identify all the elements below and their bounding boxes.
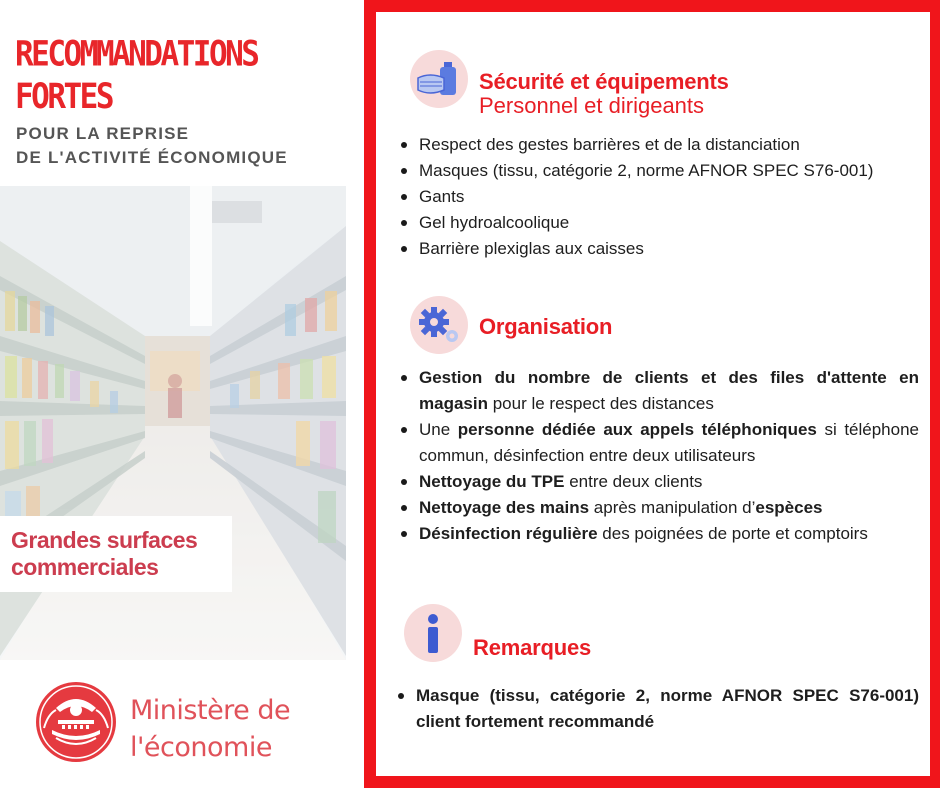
ministry-block [34,680,354,770]
list-item: Barrière plexiglas aux caisses [398,236,918,262]
list-item: Gants [398,184,918,210]
list-organisation [398,365,919,547]
recommendations-panel [364,0,940,788]
title-line-1: RECOMMANDATIONS [15,34,258,75]
list-item: Nettoyage du TPE entre deux clients [398,469,919,495]
list-item: Masques (tissu, catégorie 2, norme AFNOR SPEC S76-001) [398,158,918,184]
list-remarques [395,683,919,735]
caption-line-1: Grandes surfaces [11,527,198,553]
section-subtitle-securite: Personnel et dirigeants [479,93,705,118]
title-line-2: FORTES [15,76,112,117]
subtitle-line-1: POUR LA REPRISE [16,124,190,143]
list-item: Nettoyage des mains après manipulation d’espèces [398,495,919,521]
polynesia-seal-logo [34,680,118,764]
caption-line-2: commerciales [11,554,159,580]
list-item: Une personne dédiée aux appels téléphoniques si téléphone commun, désinfection entre deux utilisateurs [398,417,919,469]
page-title [15,33,345,118]
list-item: Gestion du nombre de clients et des files d'attente en magasin pour le respect des distances [398,365,919,417]
list-item: Respect des gestes barrières et de la distanciation [398,132,918,158]
mask-sanitizer-icon [410,50,468,108]
list-securite [398,132,918,262]
list-item: Gel hydroalcoolique [398,210,918,236]
section-title-securite: Sécurité et équipements [479,69,729,94]
info-icon [404,604,462,662]
left-panel [0,0,362,788]
page-subtitle [16,122,288,170]
ministry-line-1: Ministère de [130,695,291,726]
list-item: Masque (tissu, catégorie 2, norme AFNOR SPEC S76-001) client fortement recommandé [395,683,919,735]
subtitle-line-2: DE L'ACTIVITÉ ÉCONOMIQUE [16,148,288,167]
section-title-organisation: Organisation [479,314,613,339]
list-item: Désinfection régulière des poignées de porte et comptoirs [398,521,919,547]
photo-caption [0,516,232,592]
gears-icon [410,296,468,354]
ministry-line-2: l'économie [130,732,272,763]
section-title-remarques: Remarques [473,635,592,660]
ministry-name [130,692,290,766]
